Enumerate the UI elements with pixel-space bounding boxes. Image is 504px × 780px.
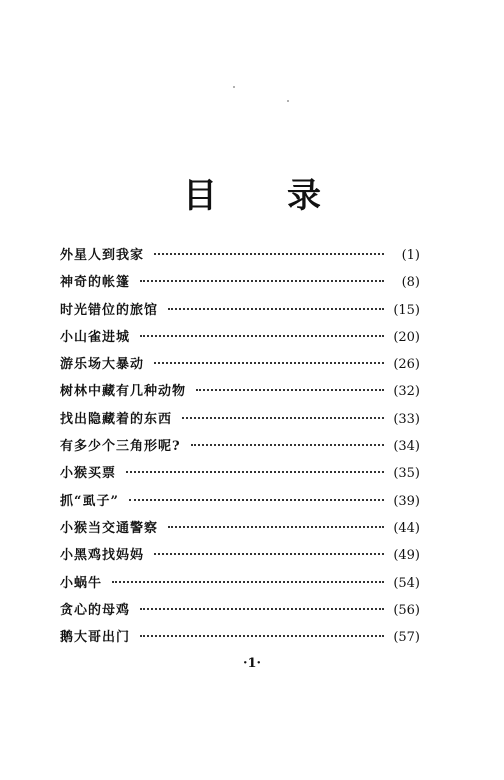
page-title <box>0 168 504 217</box>
toc-entry[interactable] <box>60 626 420 653</box>
toc-entry-title: 贪心的母鸡 <box>60 602 131 618</box>
toc-entry[interactable] <box>60 572 420 599</box>
toc-leader-dots <box>140 335 384 337</box>
toc-entry-page: (20) <box>393 329 420 345</box>
title-char: 目 <box>183 176 217 216</box>
toc-leader-dots <box>154 362 384 364</box>
toc-leader-dots <box>126 471 384 473</box>
toc-entry-page: (8) <box>401 275 420 291</box>
toc-entry-title: 有多少个三角形呢? <box>60 439 181 455</box>
toc-entry-title: 抓“虱子” <box>60 493 119 509</box>
page-number: ·1· <box>242 656 262 671</box>
toc-leader-dots <box>196 389 384 391</box>
toc-entry-title: 游乐场大暴动 <box>60 357 145 373</box>
toc-leader-dots <box>182 417 384 419</box>
toc-leader-dots <box>112 581 384 583</box>
toc-entry-title: 小猴买票 <box>60 466 117 482</box>
toc-entry-page: (39) <box>393 493 420 509</box>
toc-entry-page: (33) <box>393 411 420 427</box>
toc-entry-page: (32) <box>393 384 420 400</box>
toc-entry[interactable] <box>60 353 420 380</box>
toc-entry[interactable] <box>60 380 420 407</box>
toc-entry-page: (56) <box>393 602 420 618</box>
toc-leader-dots <box>140 280 384 282</box>
toc-entry[interactable] <box>60 299 420 326</box>
toc-entry-title: 外星人到我家 <box>60 248 145 263</box>
scan-speck <box>233 86 235 88</box>
toc-entry[interactable] <box>60 408 420 435</box>
toc-leader-dots <box>140 608 384 610</box>
toc-entry-page: (44) <box>393 520 420 536</box>
toc-entry-page: (49) <box>393 548 420 564</box>
toc-leader-dots <box>129 499 384 501</box>
toc-leader-dots <box>168 308 384 310</box>
toc-leader-dots <box>191 444 384 446</box>
toc-leader-dots <box>154 553 384 555</box>
scan-speck <box>287 100 289 102</box>
toc-leader-dots <box>168 526 384 528</box>
toc-entry-title: 小蜗牛 <box>60 575 103 591</box>
toc-entry[interactable] <box>60 462 420 489</box>
toc-entry-page: (57) <box>393 630 420 646</box>
toc-entry[interactable] <box>60 435 420 462</box>
toc-entry-title: 神奇的帐篷 <box>60 275 131 291</box>
toc-entry[interactable] <box>60 326 420 353</box>
toc-entry-page: (35) <box>393 466 420 482</box>
toc-entry[interactable] <box>60 599 420 626</box>
toc-entry[interactable] <box>60 271 420 298</box>
title-char: 录 <box>287 176 321 216</box>
toc-entry-title: 树林中藏有几种动物 <box>60 384 187 400</box>
toc-entry-page: (54) <box>393 575 420 591</box>
toc-entry-page: (34) <box>393 439 420 455</box>
toc-leader-dots <box>154 253 384 255</box>
toc-entry-title: 小黑鸡找妈妈 <box>60 548 145 564</box>
toc-entry-page: (1) <box>401 248 420 263</box>
toc-entry[interactable] <box>60 517 420 544</box>
toc-entry-title: 找出隐藏着的东西 <box>60 411 173 427</box>
toc-entry-title: 小猴当交通警察 <box>60 520 159 536</box>
toc-entry-page: (15) <box>393 302 420 318</box>
toc-entry-title: 小山雀进城 <box>60 329 131 345</box>
toc-entry-page: (26) <box>393 357 420 373</box>
toc-entry[interactable] <box>60 544 420 571</box>
table-of-contents <box>60 244 420 653</box>
toc-entry[interactable] <box>60 490 420 517</box>
toc-entry[interactable] <box>60 244 420 271</box>
toc-entry-title: 时光错位的旅馆 <box>60 302 159 318</box>
toc-leader-dots <box>140 635 384 637</box>
toc-entry-title: 鹅大哥出门 <box>60 630 131 646</box>
